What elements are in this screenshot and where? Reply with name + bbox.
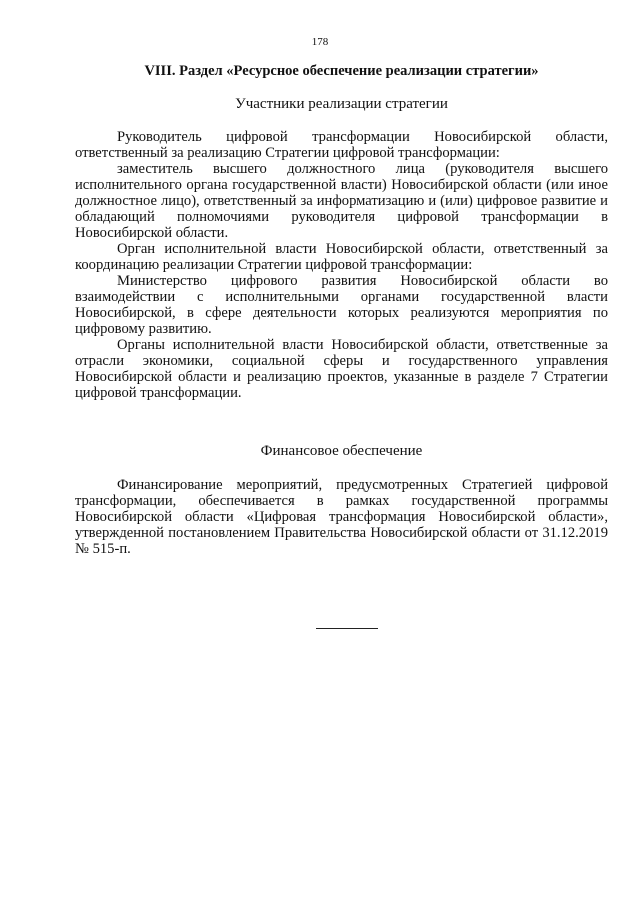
- participants-paragraph-4: Министерство цифрового развития Новосибирской области во взаимодействии с исполнительными органами государственной власти Новосибирской, в сфере деятельности которых реализуются мероприятия по цифровому развитию.: [75, 273, 608, 337]
- section-title: VIII. Раздел «Ресурсное обеспечение реализации стратегии»: [144, 63, 539, 79]
- participants-paragraph-1: Руководитель цифровой трансформации Новосибирской области, ответственный за реализацию Стратегии цифровой трансформации:: [75, 129, 608, 161]
- page-number: 178: [311, 36, 329, 48]
- finance-paragraph-1: Финансирование мероприятий, предусмотренных Стратегией цифровой трансформации, обеспечивается в рамках государственной программы Новосибирской области «Цифровая трансформация Новосибирской области», утвержденной постановлением Правительства Новосибирской области от 31.12.2019 № 515-п.: [75, 477, 608, 557]
- participants-heading: Участники реализации стратегии: [235, 96, 448, 112]
- participants-paragraph-5: Органы исполнительной власти Новосибирской области, ответственные за отрасли экономики, социальной сферы и государственного управления Новосибирской области и реализацию проектов, указанные в разделе 7 Стратегии цифровой трансформации.: [75, 337, 608, 401]
- participants-section: [75, 129, 608, 401]
- participants-paragraph-2: заместитель высшего должностного лица (руководителя высшего исполнительного органа государственной власти) Новосибирской области (или иное должностное лицо), ответственный за информатизацию и (или) цифровое развитие и обладающий полномочиями руководителя цифровой трансформации в Новосибирской области.: [75, 161, 608, 241]
- finance-section: [75, 477, 608, 557]
- finance-heading: Финансовое обеспечение: [260, 443, 423, 459]
- participants-paragraph-3: Орган исполнительной власти Новосибирской области, ответственный за координацию реализации Стратегии цифровой трансформации:: [75, 241, 608, 273]
- end-divider: [316, 628, 378, 629]
